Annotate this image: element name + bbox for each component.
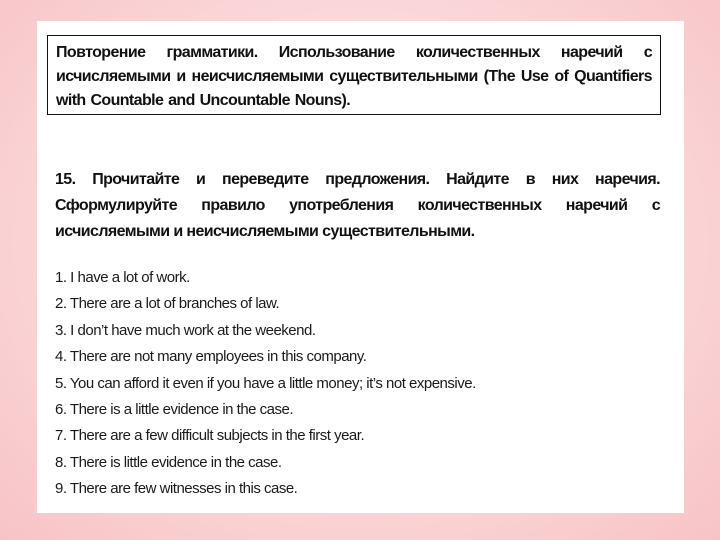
list-item: 4. There are not many employees in this company. <box>55 348 367 366</box>
slide <box>37 21 684 513</box>
list-item: 1. I have a lot of work. <box>55 269 190 286</box>
list-item: 8. There is little evidence in the case. <box>55 453 282 471</box>
sentence-list <box>55 265 485 503</box>
list-item: 5. You can afford it even if you have a little money; it’s not expensive. <box>55 374 476 392</box>
list-item: 7. There are a few difficult subjects in the first year. <box>55 427 365 445</box>
title-box <box>47 35 661 115</box>
exercise-instruction: 15. Прочитайте и переведите предложения. Найдите в них наречия. Сформулируйте правило употребления количественных наречий с исчисляемыми и неисчисляемыми существительными. <box>55 171 660 240</box>
list-item: 6. There is a little evidence in the case. <box>55 401 294 419</box>
slide-title: Повторение грамматики. Использование количественных наречий с исчисляемыми и неисчисляемыми существительными (The Use of Quantifiers with Countable and Uncountable Nouns). <box>56 44 652 109</box>
list-item: 3. I don’t have much work at the weekend. <box>55 321 316 339</box>
list-item: 9. There are few witnesses in this case. <box>55 480 298 498</box>
list-item: 2. There are a lot of branches of law. <box>55 295 280 313</box>
